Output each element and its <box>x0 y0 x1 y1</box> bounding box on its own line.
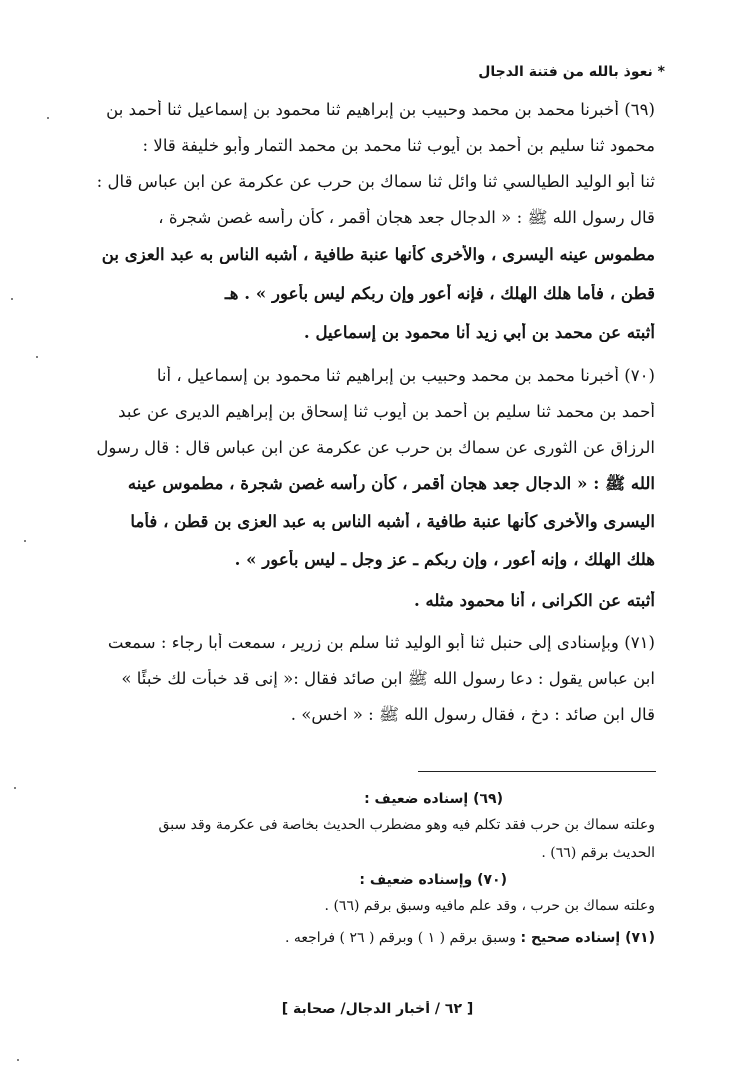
body-line: قطن ، فأما هلك الهلك ، فإنه أعور وإن ربكم ليس بأعور » . هـ <box>224 284 655 303</box>
scan-speck <box>17 1059 19 1061</box>
body-line: (٦٩) أخبرنا محمد بن محمد وحبيب بن إبراهيم ثنا محمود بن إسماعيل ثنا أحمد بن <box>106 100 655 119</box>
running-header: * نعوذ بالله من فتنة الدجال <box>478 64 665 80</box>
body-line: هلك الهلك ، وإنه أعور ، وإن ربكم ـ عز وجل ـ ليس بأعور » . <box>234 550 655 569</box>
body-line: مطموس عينه اليسرى ، والأخرى كأنها عنبة طافية ، أشبه الناس به عبد العزى بن <box>101 245 655 264</box>
footnote-line: الحديث برقم (٦٦) . <box>541 845 655 861</box>
footnote-line: وعلته سماك بن حرب فقد تكلم فيه وهو مضطرب الحديث بخاصة فى عكرمة وقد سبق <box>158 817 655 833</box>
scan-speck <box>24 540 26 542</box>
body-line: أثبته عن محمد بن أبي زيد أنا محمود بن إسماعيل . <box>303 323 655 342</box>
footnote-text: وسبق برقم ( ١ ) وبرقم ( ٢٦ ) فراجعه . <box>284 930 517 946</box>
scan-speck <box>14 787 16 789</box>
footnote-heading: (٧١) إسناده صحيح : <box>520 930 655 946</box>
footnote-heading: (٧٠) وإسناده ضعيف : <box>359 872 507 888</box>
footnote-separator <box>418 771 656 772</box>
footnote-line <box>95 930 655 946</box>
body-line: (٧١) وبإسنادى إلى حنبل ثنا أبو الوليد ثنا سلم بن زرير ، سمعت أبا رجاء : سمعت <box>107 633 655 652</box>
page-footer: [ ٦٢ / أخبار الدجال/ صحابة ] <box>281 1001 474 1017</box>
body-line: ابن عباس يقول : دعا رسول الله ﷺ ابن صائد فقال :« إنى قد خبأت لك خبئًا » <box>121 669 655 688</box>
body-line: (٧٠) أخبرنا محمد بن محمد وحبيب بن إبراهيم ثنا محمود بن إسماعيل ، أنا <box>156 366 655 385</box>
footnote-line: وعلته سماك بن حرب ، وقد علم مافيه وسبق برقم (٦٦) . <box>324 898 655 914</box>
body-line: محمود ثنا سليم بن أحمد بن أيوب ثنا محمد بن محمد التمار وأبو خليفة قالا : <box>142 136 655 155</box>
footnote-heading: (٦٩) إسناده ضعيف : <box>364 791 503 807</box>
body-line: قال رسول الله ﷺ : « الدجال جعد هجان أقمر ، كأن رأسه غصن شجرة ، <box>158 208 655 227</box>
body-line: قال ابن صائد : دخ ، فقال رسول الله ﷺ : « اخس» . <box>290 705 655 724</box>
body-line: الله ﷺ : « الدجال جعد هجان أقمر ، كأن رأسه غصن شجرة ، مطموس عينه <box>127 474 655 493</box>
body-line: اليسرى والأخرى كأنها عنبة طافية ، أشبه الناس به عبد العزى بن قطن ، فأما <box>130 512 655 531</box>
scan-speck <box>11 298 13 300</box>
scan-speck <box>47 117 49 119</box>
body-line: الرزاق عن الثورى عن سماك بن حرب عن عكرمة عن ابن عباس قال : قال رسول <box>96 438 655 457</box>
body-line: ثنا أبو الوليد الطيالسي ثنا وائل ثنا سماك بن حرب عن عكرمة عن ابن عباس قال : <box>96 172 655 191</box>
body-line: أحمد بن محمد ثنا سليم بن أحمد بن أيوب ثنا إسحاق بن إبراهيم الديرى عن عبد <box>118 402 655 421</box>
scan-speck <box>36 356 38 358</box>
body-line: أثبته عن الكرانى ، أنا محمود مثله . <box>413 591 655 610</box>
